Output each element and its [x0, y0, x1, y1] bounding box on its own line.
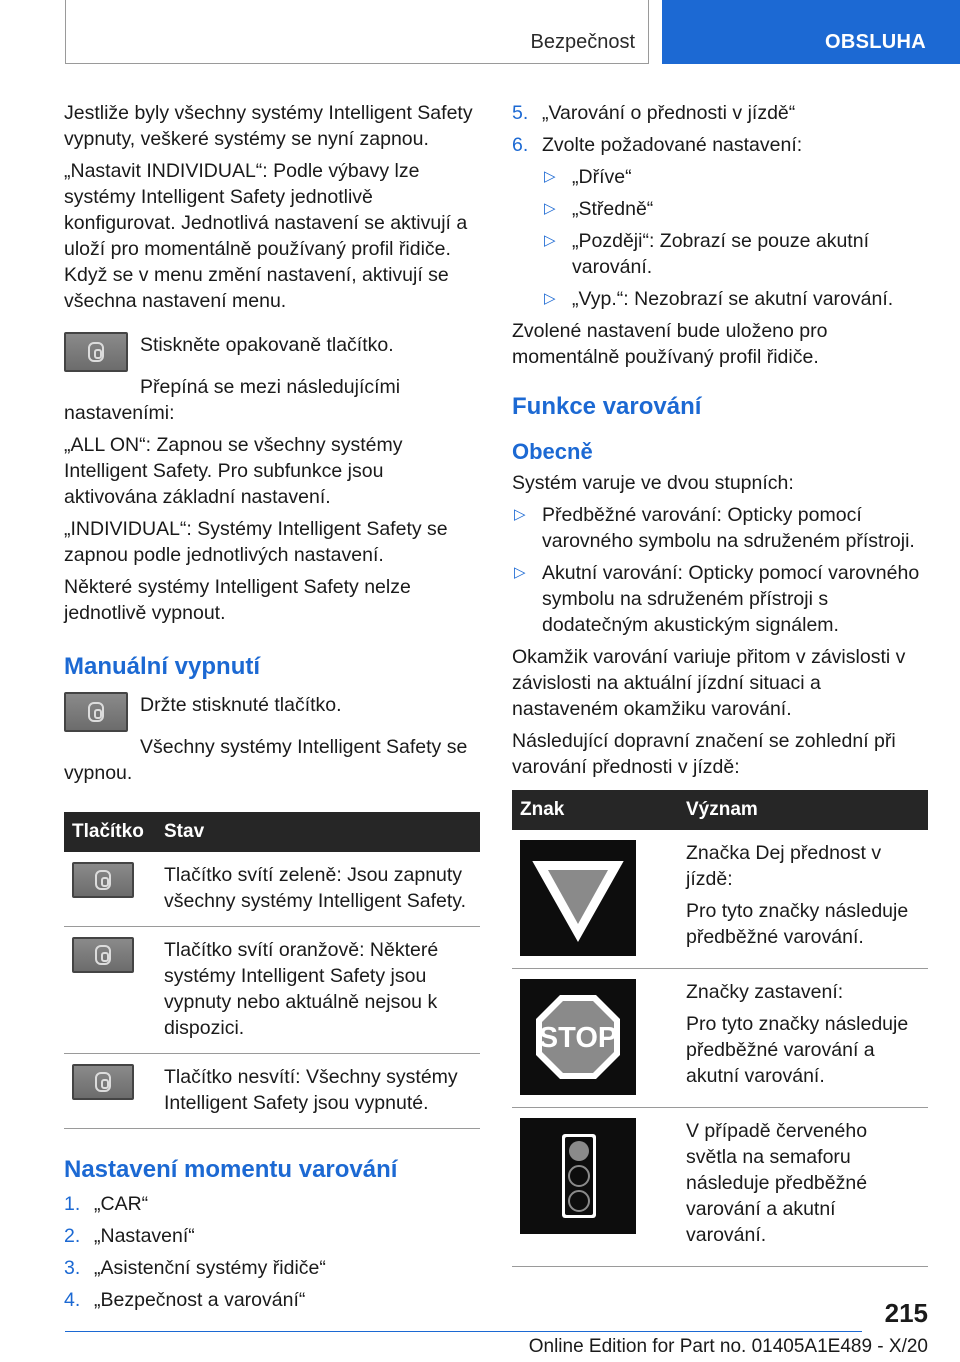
triangle-bullet-icon: ▷ — [514, 506, 526, 523]
state-text: Tlačítko svítí zeleně: Jsou zapnuty všechny systémy Intelligent Safety. — [156, 852, 480, 927]
list-item: ▷ „Vyp.“: Nezobrazí se akutní varování. — [544, 288, 894, 310]
triangle-bullet-icon: ▷ — [514, 564, 526, 581]
stop-sign-icon — [520, 979, 636, 1095]
list-item: 2. „Nastavení“ — [64, 1225, 195, 1247]
button-off-icon — [72, 1064, 134, 1100]
button-instruction — [64, 692, 480, 734]
button-instruction — [64, 332, 480, 374]
list-item: 5. „Varování o přednosti v jízdě“ — [512, 102, 796, 124]
table-row — [512, 969, 928, 1108]
triangle-bullet-icon: ▷ — [544, 290, 556, 307]
table-row — [64, 852, 480, 927]
meaning-text: Pro tyto značky následuje předběžné varování. — [686, 900, 909, 948]
triangle-bullet-icon: ▷ — [544, 200, 556, 217]
meaning-text: V případě červeného světla na semaforu následuje předběžné varování a akutní varování. — [686, 1120, 868, 1246]
paragraph: Systém varuje ve dvou stupních: — [512, 472, 794, 494]
table-header: Význam — [678, 790, 928, 830]
table-header: Znak — [512, 790, 678, 830]
table-row — [512, 1108, 928, 1267]
paragraph: „Nastavit INDIVIDUAL“: Podle výbavy lze systémy Intelligent Safety jednotlivě konfigurovat. Jednotlivá nastavení se aktivují a uloží pro momentálně používaný profil řidiče. Když se v menu změní nastavení, aktivují se všechna nastavení menu. — [64, 160, 468, 312]
paragraph: „ALL ON“: Zapnou se všechny systémy Intelligent Safety. Pro subfunkce jsou aktivována základní nastavení. — [64, 434, 403, 508]
intelligent-safety-button-icon — [64, 692, 128, 732]
list-item: ▷ Akutní varování: Opticky pomocí varovného symbolu na sdruženém přístroji s dodatečným akustickým signálem. — [514, 562, 920, 636]
paragraph: Všechny systémy Intelligent Safety se vypnou. — [64, 736, 468, 784]
list-item: 3. „Asistenční systémy řidiče“ — [64, 1257, 326, 1279]
right-column — [512, 100, 928, 1267]
footer-edition: Online Edition for Part no. 01405A1E489 - X/20 — [528, 1336, 928, 1357]
steps-list — [64, 1191, 480, 1313]
footer-divider — [65, 1331, 862, 1332]
list-item: 6. Zvolte požadované nastavení: — [512, 134, 803, 156]
left-column — [64, 100, 480, 1319]
instruction-text: Stiskněte opakovaně tlačítko. — [140, 334, 394, 356]
table-row — [512, 830, 928, 969]
header-chapter-tab: OBSLUHA — [662, 0, 960, 64]
meaning-text: Pro tyto značky následuje předběžné varování a akutní varování. — [686, 1013, 909, 1087]
paragraph: „INDIVIDUAL“: Systémy Intelligent Safety se zapnou podle jednotlivých nastavení. — [64, 518, 448, 566]
button-state-table — [64, 812, 480, 1129]
table-header: Tlačítko — [64, 812, 156, 852]
list-item: ▷ „Středně“ — [544, 198, 654, 220]
state-text: Tlačítko nesvítí: Všechny systémy Intelligent Safety jsou vypnuté. — [156, 1054, 480, 1129]
paragraph: Okamžik varování variuje přitom v závislosti v závislosti na aktuální jízdní situaci a nastaveném okamžiku varování. — [512, 646, 906, 720]
triangle-bullet-icon: ▷ — [544, 232, 556, 249]
sign-meaning-table — [512, 790, 928, 1267]
paragraph: Přepíná se mezi následujícími nastaveními: — [64, 376, 401, 424]
table-row — [64, 927, 480, 1054]
traffic-light-icon — [520, 1118, 636, 1234]
list-item: ▷ „Později“: Zobrazí se pouze akutní varování. — [544, 230, 869, 278]
steps-list — [512, 100, 928, 158]
paragraph: Následující dopravní značení se zohlední při varování přednosti v jízdě: — [512, 730, 896, 778]
list-item: 4. „Bezpečnost a varování“ — [64, 1289, 306, 1311]
paragraph: Jestliže byly všechny systémy Intelligent Safety vypnuty, veškeré systémy se nyní zapnou. — [64, 102, 473, 150]
levels-list — [512, 502, 928, 638]
triangle-bullet-icon: ▷ — [544, 168, 556, 185]
header-section-title: Bezpečnost — [530, 31, 635, 53]
stop-sign-text: STOP — [538, 1022, 618, 1054]
instruction-text: Držte stisknuté tlačítko. — [140, 694, 342, 716]
meaning-text: Značky zastavení: — [686, 981, 844, 1003]
heading-manual-off: Manuální vypnutí — [64, 653, 261, 680]
button-orange-icon — [72, 937, 134, 973]
table-header: Stav — [156, 812, 480, 852]
heading-warning-functions: Funkce varování — [512, 393, 702, 420]
heading-general: Obecně — [512, 439, 593, 464]
list-item: ▷ „Dříve“ — [544, 166, 632, 188]
list-item: ▷ Předběžné varování: Opticky pomocí varovného symbolu na sdruženém přístroji. — [514, 504, 915, 552]
meaning-text: Značka Dej přednost v jízdě: — [686, 842, 882, 890]
state-text: Tlačítko svítí oranžově: Některé systémy Intelligent Safety jsou vypnuty nebo aktuálně nejsou k dispozici. — [156, 927, 480, 1054]
table-row — [64, 1054, 480, 1129]
list-item: 1. „CAR“ — [64, 1193, 149, 1215]
intelligent-safety-button-icon — [64, 332, 128, 372]
heading-warning-moment: Nastavení momentu varování — [64, 1156, 398, 1183]
options-list — [542, 164, 928, 312]
yield-sign-icon — [520, 840, 636, 956]
page-number: 215 — [884, 1298, 928, 1328]
paragraph: Zvolené nastavení bude uloženo pro momentálně používaný profil řidiče. — [512, 320, 828, 368]
paragraph: Některé systémy Intelligent Safety nelze jednotlivě vypnout. — [64, 576, 411, 624]
button-green-icon — [72, 862, 134, 898]
